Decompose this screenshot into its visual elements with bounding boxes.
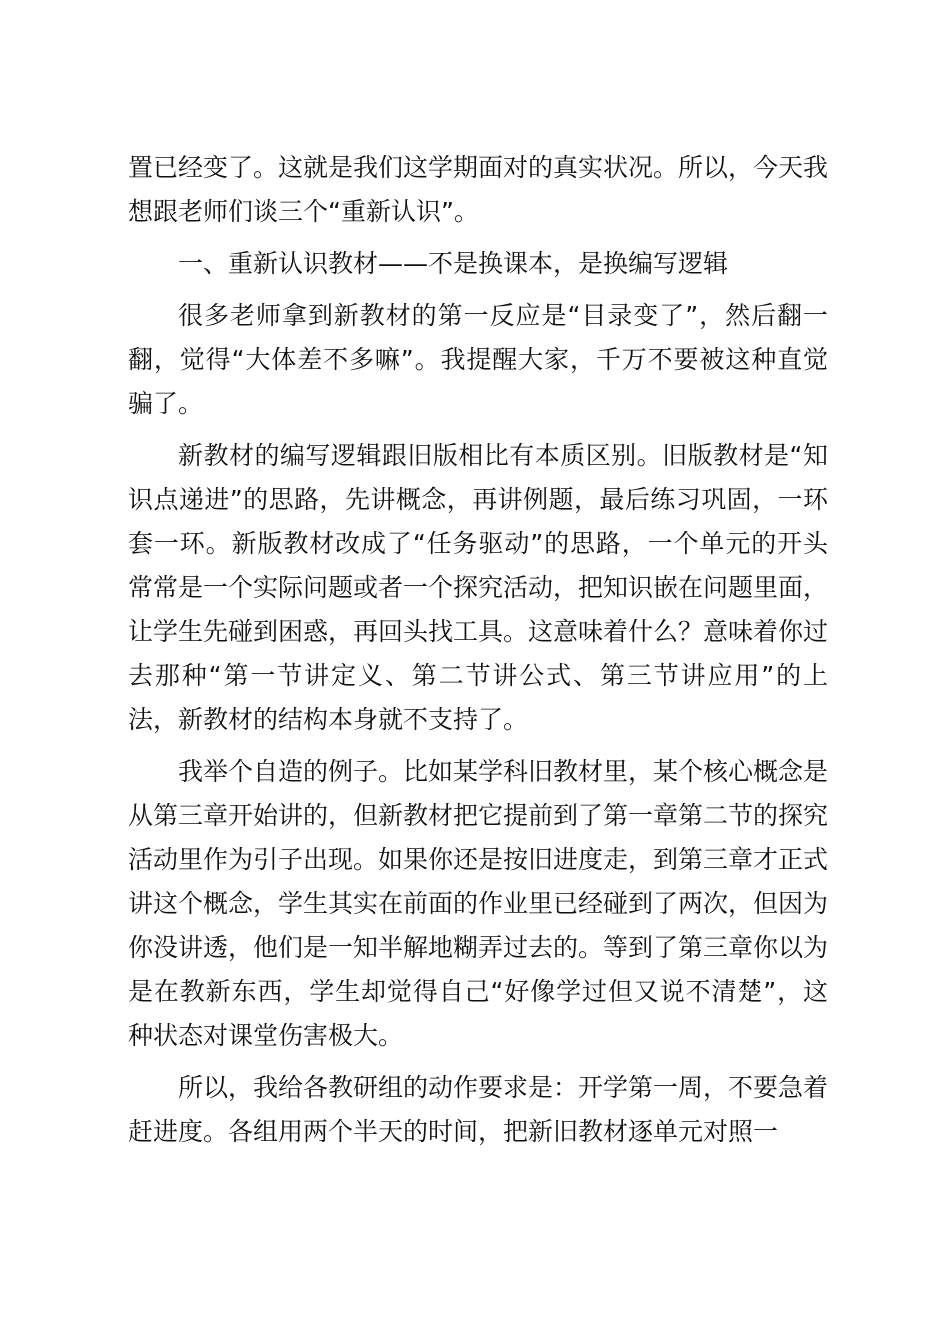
paragraph-continuation: 置已经变了。这就是我们这学期面对的真实状况。所以，今天我想跟老师们谈三个“重新认识”。 xyxy=(128,153,829,226)
section-heading: 一、重新认识教材——不是换课本，是换编写逻辑 xyxy=(178,249,729,278)
paragraph: 我举个自造的例子。比如某学科旧教材里，某个核心概念是从第三章开始讲的，但新教材把它提前到了第一章第二节的探究活动里作为引子出现。如果你还是按旧进度走，到第三章才正式讲这个概念，学生其实在前面的作业里已经碰到了两次，但因为你没讲透，他们是一知半解地糊弄过去的。等到了第三章你以为是在教新东西，学生却觉得自己“好像学过但又说不清楚”，这种状态对课堂伤害极大。 xyxy=(128,757,829,1050)
paragraph: 所以，我给各教研组的动作要求是：开学第一周，不要急着赶进度。各组用两个半天的时间，把新旧教材逐单元对照一 xyxy=(128,1073,829,1146)
document-body xyxy=(128,146,828,1162)
paragraph: 新教材的编写逻辑跟旧版相比有本质区别。旧版教材是“知识点递进”的思路，先讲概念，再讲例题，最后练习巩固，一环套一环。新版教材改成了“任务驱动”的思路，一个单元的开头常常是一个实际问题或者一个探究活动，把知识嵌在问题里面，让学生先碰到困惑，再回头找工具。这意味着什么？意味着你过去那种“第一节讲定义、第二节讲公式、第三节讲应用”的上法，新教材的结构本身就不支持了。 xyxy=(128,441,829,734)
paragraph: 很多老师拿到新教材的第一反应是“目录变了”，然后翻一翻，觉得“大体差不多嘛”。我提醒大家，千万不要被这种直觉骗了。 xyxy=(128,301,828,418)
